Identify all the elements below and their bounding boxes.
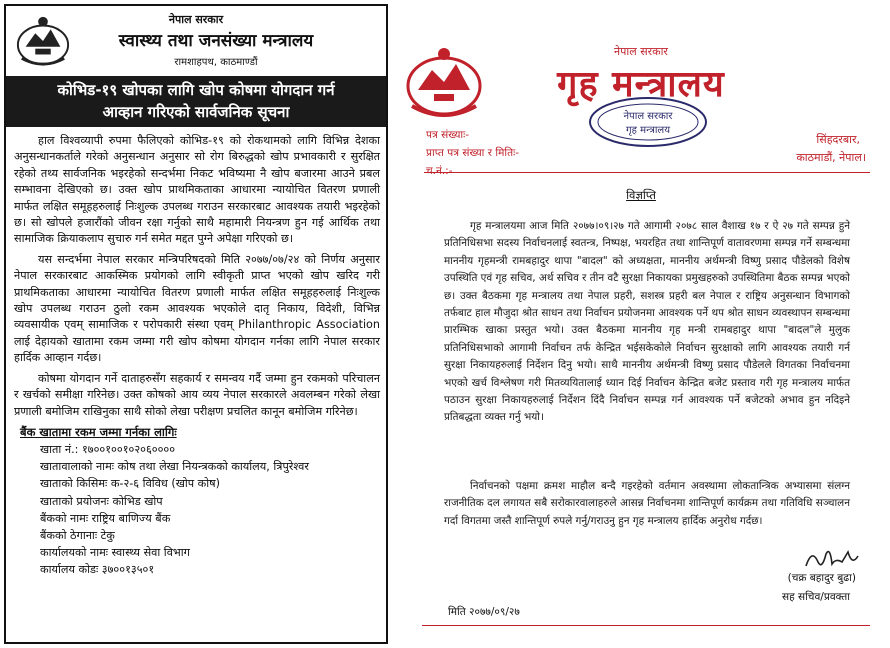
notice-paragraph-3: कोषमा योगदान गर्ने दाताहरुसँग सहकार्य र समन्वय गर्दै जम्मा हुन रकमको परिचालन र खर्चको समीक्षा गरिनेछ। उक्त कोषको आय व्यय नेपाल सरकारले अवलम्बन गरेको लेखा प्रणाली बमोजिम राखिनुका साथै सोको लेखा परीक्षण प्रचलित कानून बमोजिम गरिनेछ। [14,371,380,418]
bank-account-holder: खातावालाको नामः कोष तथा लेखा नियन्त्रकको कार्यालय, त्रिपुरेश्वर [40,460,309,474]
reference-number-label: पत्र संख्याः- [426,129,470,141]
press-release-paragraph-1: गृह मन्त्रालयमा आज मिति २०७७।०९।२७ गते आगामी २०७८ साल वैशाख १७ र ऐ २७ गते सम्पन्न हुने प्रतिनिधिसभा सदस्य निर्वाचनलाई स्वतन्त्र, निष्पक्ष, भयरहित तथा शान्तिपूर्ण वातावरणमा सम्पन्न गर्ने सम्बन्धमा माननीय गृहमन्त्री रामबहादुर थापा "बादल" को अध्यक्षता, माननीय अर्थमन्त्री विष्णु प्रसाद पौडेलको विशेष उपस्थिति एवं गृह सचिव, अर्थ सचिव र तीन वटै सुरक्षा निकायका प्रमुखहरुको उपस्थितिमा बैठक सम्पन्न भएको छ। उक्त बैठकमा गृह मन्त्रालय तथा नेपाल प्रहरी, सशस्त्र प्रहरी बल नेपाल र राष्ट्रिय अनुसन्धान विभागको तर्फबाट हाल मौजुदा श्रोत साधन तथा निर्वाचन प्रयोजनमा आवश्यक पर्ने थप श्रोत साधन व्यवस्थापन सम्बन्धमा प्रारम्भिक खाका प्रस्तुत भयो। उक्त बैठकमा माननीय गृह मन्त्री रामबहादुर थापा "बादल"ले मुलुक प्रतिनिधिसभाको आगामी निर्वाचन तर्फ केन्द्रित भईसकेकोले निर्वाचन सुरक्षाको लागि आवश्यक तयारी गर्न सुरक्षा निकायहरुलाई निर्देशन दिनु भयो। साथै माननीय अर्थमन्त्री विष्णु प्रसाद पौडेलले विगतका निर्वाचनमा भएको खर्च विश्लेषण गरी मितव्ययितालाई ध्यान दिई निर्वाचन केन्द्रित बजेट प्रस्ताव गरी गृह मन्त्रालय मार्फत पठाउन सुरक्षा निकायहरुलाई निर्देशन दिंदै निर्वाचन सम्पन्न गर्न आवश्यक पर्ने बजेटको अभाव हुन नदिइने प्रतिबद्धता व्यक्त गर्नु भयो। [444,220,850,424]
received-reference-label: प्राप्त पत्र संख्या र मितिः- [426,147,519,159]
press-release-paragraph-2: निर्वाचनको पक्षमा क्रमश माहौल बन्दै गइरहेको वर्तमान अवस्थामा लोकतान्त्रिक अभ्यासमा संलग्न राजनीतिक दल लगायत सबै सरोकारवालाहरुले आसन्न निर्वाचनमा शान्तिपूर्ण कार्यक्रम तथा गतिविधि सञ्चालन गर्दा विगतमा जस्तै शान्तिपूर्ण रुपले गर्नु/गराउनु हुन गृह मन्त्रालय हार्दिक अनुरोध गर्दछ। [444,480,850,527]
stamp-text-2: गृह मन्त्रालय [625,125,671,136]
office-location-line2: काठमाडौं, नेपाल। [796,151,866,164]
bank-account-number: खाता नं.: १७००१००१०२०६०००० [40,442,176,456]
government-label: नेपाल सरकार [614,45,668,58]
notice-paragraph-2: यस सन्दर्भमा नेपाल सरकार मन्त्रिपरिषदको मिति २०७७/०७/२४ को निर्णय अनुसार नेपाल सरकारबाट आकस्मिक प्रयोगको लागि स्वीकृती प्राप्त भएको खोप खरिद गरी प्राथमिकताका आधारमा न्यायोचित वितरण प्रणाली मार्फत लक्षित समूहहरुलाई निःशुल्क खोप उपलब्ध गराउन ठुलो रकम आवश्यक भएकोले दातृ निकाय, विदेशी, विभिन्न व्यवसायीक एवम् सामाजिक र परोपकारी संस्था एवम् Philanthropic Association लाई देहायको खातामा रकम जम्मा गरी खोप कोषमा योगदान गर्नका लागि नेपाल सरकार हार्दिक आव्हान गर्दछ। [14,252,380,365]
notice-title-line2: आव्हान गरिएको सार्वजनिक सूचना [102,103,290,121]
notice-header [6,6,386,76]
ministry-stamp-icon [588,96,708,148]
stamp-text-1: नेपाल सरकार [623,111,673,122]
ministry-name: गृह मन्त्रालय [557,63,725,105]
public-notice-panel [4,4,388,644]
letter-date: मिति २०७७/०९/२७ [448,606,520,618]
press-release-letter [392,0,890,648]
office-name: कार्यालयको नामः स्वास्थ्य सेवा विभाग [40,546,190,560]
ministry-address: रामशाहपथ, काठमाण्डौं [174,57,258,68]
signer-designation: सह सचिव/प्रवक्ता [781,591,850,603]
bank-account-type: खाताको किसिमः क-२-६ विविध (खोप कोष) [40,477,220,491]
header-divider [424,172,870,173]
footer-divider [422,625,870,626]
office-location-line1: सिंहदरबार, [816,133,860,146]
notice-paragraph-1: हाल विश्वव्यापी रुपमा फैलिएको कोभिड-१९ को रोकथामको लागि विभिन्न देशका अनुसन्धानकर्ताले गरेको अनुसन्धान अनुसार सो रोग बिरुद्धको खोप प्रभावकारी र सुरक्षित रहेको तथ्य सार्वजनिक भइरहेको सन्दर्भमा निकट भविष्यमा नै खोप बजारमा आउने प्रबल सम्भावना देखिएको छ। उक्त खोप प्राथमिकताका आधारमा न्यायोचित वितरण प्रणाली मार्फत लक्षित समूहहरुलाई निःशुल्क उपलब्ध गराउन सरकारबाट आवश्यक तयारी भइरहेको छ। सो खोपले हजारौंको जीवन रक्षा गर्नुको साथै महामारी नियन्त्रण हुन गई आर्थिक तथा सामाजिक क्रियाकलाप सुचारु गर्न समेत मद्दत पुग्ने अपेक्षा गरिएको छ। [14,134,380,246]
signer-name: (चक्र बहादुर बुढा) [787,572,856,584]
signature-icon [802,544,862,574]
ministry-name: स्वास्थ्य तथा जनसंख्या मन्त्रालय [118,31,314,51]
notice-title-banner [6,76,386,127]
dispatch-number-label: च.नं.:- [426,165,453,177]
government-label: नेपाल सरकार [168,13,224,26]
bank-address: बैंकको ठेगानाः टेकु [40,528,115,542]
notice-title-line1: कोभिड-१९ खोपका लागि खोप कोषमा योगदान गर्न [57,81,335,99]
press-release-title: विज्ञप्ति [626,188,656,202]
bank-details-heading: बैंक खातामा रकम जम्मा गर्नका लागिः [20,424,177,439]
bank-account-purpose: खाताको प्रयोजनः कोभिड खोप [40,494,163,508]
bank-name: बैंकको नामः राष्ट्रिय बाणिज्य बैंक [40,511,171,525]
office-code: कार्यालय कोडः ३७००१३५०१ [40,563,155,577]
